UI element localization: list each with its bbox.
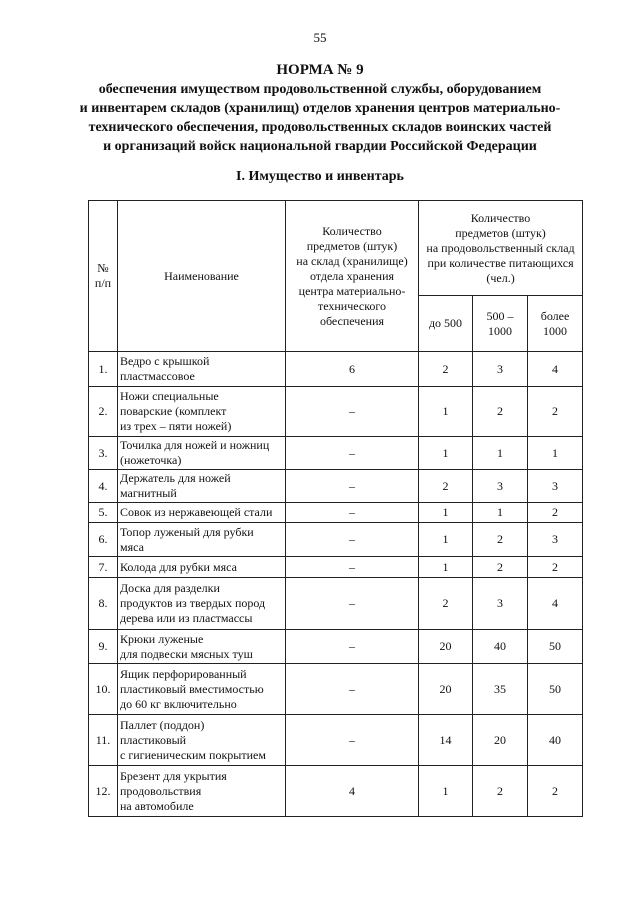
quantity-500-1000: 2 <box>473 387 528 437</box>
header-num: № п/п <box>89 201 118 352</box>
quantity-under-500: 20 <box>419 664 473 715</box>
quantity-under-500: 1 <box>419 523 473 557</box>
quantity-500-1000: 35 <box>473 664 528 715</box>
row-number: 11. <box>89 715 118 766</box>
quantity-over-1000: 4 <box>528 352 583 387</box>
item-name: Колода для рубки мяса <box>118 557 286 578</box>
document-subtitle: обеспечения имуществом продовольственной службы, оборудованием и инвентарем складов (хранилищ) отделов хранения центров материально- технического обеспечения, продовольственных складов воинских частей и организаций войск национальной гвардии Российской Федерации <box>79 82 561 154</box>
quantity-over-1000: 3 <box>528 470 583 503</box>
row-number: 1. <box>89 352 118 387</box>
table-row <box>89 766 583 817</box>
quantity-over-1000: 50 <box>528 664 583 715</box>
table-row <box>89 557 583 578</box>
table-row <box>89 664 583 715</box>
quantity-under-500: 2 <box>419 578 473 630</box>
quantity-over-1000: 40 <box>528 715 583 766</box>
table-row <box>89 387 583 437</box>
row-number: 7. <box>89 557 118 578</box>
quantity-over-1000: 4 <box>528 578 583 630</box>
quantity-500-1000: 2 <box>473 523 528 557</box>
table-row <box>89 630 583 664</box>
table-row <box>89 437 583 470</box>
header-center-quantity: Количество предметов (штук) на склад (хранилище) отдела хранения центра материально- технического обеспечения <box>286 201 419 352</box>
item-name: Брезент для укрытия продовольствия на автомобиле <box>118 766 286 817</box>
item-name: Доска для разделки продуктов из твердых пород дерева или из пластмассы <box>118 578 286 630</box>
page-title: НОРМА № 9 <box>276 62 364 78</box>
quantity-under-500: 2 <box>419 470 473 503</box>
quantity-under-500: 1 <box>419 387 473 437</box>
quantity-500-1000: 40 <box>473 630 528 664</box>
header-food-warehouse-quantity: Количество предметов (штук) на продовольственный склад при количестве питающихся (чел.) <box>419 201 583 296</box>
quantity-over-1000: 2 <box>528 766 583 817</box>
center-quantity: – <box>286 437 419 470</box>
center-quantity: – <box>286 715 419 766</box>
quantity-500-1000: 1 <box>473 503 528 523</box>
item-name: Держатель для ножей магнитный <box>118 470 286 503</box>
row-number: 4. <box>89 470 118 503</box>
table-row <box>89 578 583 630</box>
center-quantity: 4 <box>286 766 419 817</box>
quantity-under-500: 1 <box>419 503 473 523</box>
center-quantity: – <box>286 630 419 664</box>
header-col-500-1000: 500 – 1000 <box>473 296 528 352</box>
quantity-500-1000: 20 <box>473 715 528 766</box>
header-name: Наименование <box>118 201 286 352</box>
quantity-500-1000: 3 <box>473 352 528 387</box>
quantity-500-1000: 3 <box>473 470 528 503</box>
item-name: Ножи специальные поварские (комплект из трех – пяти ножей) <box>118 387 286 437</box>
quantity-under-500: 14 <box>419 715 473 766</box>
row-number: 6. <box>89 523 118 557</box>
center-quantity: – <box>286 664 419 715</box>
section-title: I. Имущество и инвентарь <box>236 169 404 184</box>
quantity-500-1000: 2 <box>473 766 528 817</box>
item-name: Точилка для ножей и ножниц (ножеточка) <box>118 437 286 470</box>
table-row <box>89 715 583 766</box>
center-quantity: – <box>286 578 419 630</box>
item-name: Совок из нержавеющей стали <box>118 503 286 523</box>
quantity-over-1000: 1 <box>528 437 583 470</box>
quantity-under-500: 2 <box>419 352 473 387</box>
row-number: 5. <box>89 503 118 523</box>
center-quantity: 6 <box>286 352 419 387</box>
table-row <box>89 503 583 523</box>
item-name: Ведро с крышкой пластмассовое <box>118 352 286 387</box>
center-quantity: – <box>286 470 419 503</box>
row-number: 12. <box>89 766 118 817</box>
row-number: 8. <box>89 578 118 630</box>
row-number: 9. <box>89 630 118 664</box>
page-number: 55 <box>313 30 327 45</box>
quantity-under-500: 20 <box>419 630 473 664</box>
quantity-under-500: 1 <box>419 557 473 578</box>
header-col-under-500: до 500 <box>419 296 473 352</box>
quantity-over-1000: 2 <box>528 387 583 437</box>
table-row <box>89 352 583 387</box>
quantity-under-500: 1 <box>419 766 473 817</box>
center-quantity: – <box>286 503 419 523</box>
center-quantity: – <box>286 557 419 578</box>
center-quantity: – <box>286 523 419 557</box>
quantity-over-1000: 3 <box>528 523 583 557</box>
header-col-over-1000: более 1000 <box>528 296 583 352</box>
item-name: Ящик перфорированный пластиковый вместимостью до 60 кг включительно <box>118 664 286 715</box>
quantity-500-1000: 2 <box>473 557 528 578</box>
quantity-over-1000: 50 <box>528 630 583 664</box>
quantity-over-1000: 2 <box>528 557 583 578</box>
quantity-under-500: 1 <box>419 437 473 470</box>
quantity-over-1000: 2 <box>528 503 583 523</box>
item-name: Крюки луженые для подвески мясных туш <box>118 630 286 664</box>
item-name: Паллет (поддон) пластиковый с гигиеническим покрытием <box>118 715 286 766</box>
row-number: 10. <box>89 664 118 715</box>
center-quantity: – <box>286 387 419 437</box>
norm-table <box>88 200 583 817</box>
quantity-500-1000: 1 <box>473 437 528 470</box>
row-number: 3. <box>89 437 118 470</box>
table-row <box>89 470 583 503</box>
item-name: Топор луженый для рубки мяса <box>118 523 286 557</box>
row-number: 2. <box>89 387 118 437</box>
table-row <box>89 523 583 557</box>
quantity-500-1000: 3 <box>473 578 528 630</box>
